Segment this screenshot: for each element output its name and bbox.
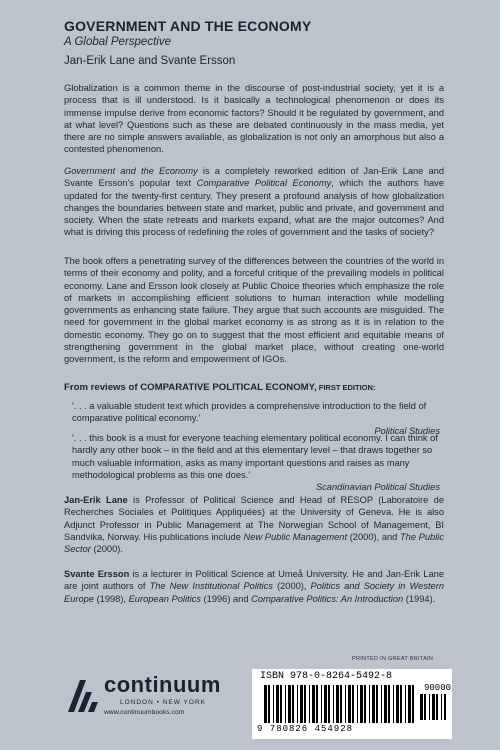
author-name: Svante Ersson — [64, 569, 130, 579]
publisher-name: continuum — [104, 672, 221, 697]
reviews-heading — [64, 382, 375, 393]
barcode-image — [264, 685, 416, 723]
book-title-ref: Comparative Politics: An Introduction — [251, 593, 404, 604]
review-quote-2 — [72, 432, 440, 493]
book-title-ref: New Public Management — [243, 531, 348, 542]
blurb-paragraph-1: Globalization is a common theme in the discourse of post-industrial society, yet it is a process that is ill understood. Is it basically a technological phenomenon or does its immense impulse derive from economic factors? Should it be regulated by government, and at what level? Questions such as these are debated continuously in the mass media, yet there are no simple answers available, as globalization is not only an amorphous but also a contested phenomenon. — [64, 83, 444, 155]
barcode-addon-image — [420, 694, 446, 720]
publisher-url: www.continuumbooks.com — [104, 709, 185, 716]
bio-text: (1996) and — [200, 593, 252, 604]
book-title-ref: Comparative Political Economy — [196, 178, 332, 189]
publisher-logo-icon — [64, 676, 100, 716]
blurb-text: is a completely reworked edition of Jan-Erik Lane and Svante Ersson's popular text — [64, 166, 445, 189]
bio-text: is Professor of Political Science and Head of RESOP (Laboratoire de Recherches Sociales et Politiques Appliquées) at the University of Geneva. He is also Adjunct Professor in Public Management at The Norwegian School of Management, BI Sandvika, Norway. His publications include — [64, 495, 444, 542]
review-source: Scandinavian Political Studies — [315, 482, 440, 493]
bio-text: (1994). — [403, 593, 436, 604]
review-text: '. . . a valuable student text which provides a comprehensive introduction to the field of comparative political economy.' — [72, 401, 427, 424]
bio-text: (2000). — [90, 544, 123, 555]
publisher-logo — [60, 674, 260, 724]
book-title-ref: Politics and Society in Western Europe — [64, 581, 444, 604]
book-authors: Jan-Erik Lane and Svante Ersson — [64, 55, 236, 67]
book-title-ref: The New Institutional Politics — [149, 581, 273, 592]
barcode-panel — [252, 669, 452, 739]
bio-text: (2000), and — [347, 531, 400, 542]
book-title-ref: European Politics — [128, 593, 201, 604]
review-text: '. . . this book is a must for everyone teaching elementary political economy. I can think of hardly any other book – in the field and at this elementary level – that draws together so much valuable information, asks as many important questions and raises as many methodological problems as this one does.' — [72, 433, 438, 480]
book-title-ref: The Public Sector — [64, 531, 445, 555]
ean-number: 9 780826 454928 — [257, 724, 354, 734]
blurb-text: , which the authors have updated for the twenty-first century. They present a profound analysis of how globalization changes the boundaries between state and market, public and private, and government and society. When the state retreats and markets expand, what are the major outcomes? And what is driving this process of redefining the roles of government and the tasks of society? — [64, 178, 444, 238]
reviews-heading-edition: FIRST EDITION: — [316, 383, 376, 392]
reviews-heading-text: From reviews of COMPARATIVE POLITICAL ECONOMY, — [64, 382, 317, 393]
author-bio-ersson — [64, 568, 444, 605]
book-subtitle: A Global Perspective — [64, 36, 171, 48]
blurb-paragraph-3: The book offers a penetrating survey of the differences between the countries of the world in terms of their economy and polity, and a forceful critique of the prevailing models in political economy. Lane and Ersson look closely at Public Choice theories which emphasize the role of markets in accomplishing efficient solutions to human interaction while modelling governments as enhancing state failure. They argue that such accounts are misguided. The need for government in the global market economy is as strong as it is in relation to the domestic economy. They go on to suggest that the most efficient and equitable means of strengthening government in the global market place, without creating one-world government, is the reform and empowerment of IGOs. — [64, 256, 444, 365]
review-source: Political Studies — [374, 425, 440, 436]
book-title: GOVERNMENT AND THE ECONOMY — [64, 18, 312, 34]
isbn-number: ISBN 978-0-8264-5492-8 — [260, 671, 393, 682]
printed-notice: PRINTED IN GREAT BRITAIN — [352, 656, 434, 662]
bio-text: (1998), — [93, 593, 129, 604]
bio-text: (2000), — [272, 581, 311, 592]
author-bio-lane — [64, 494, 444, 555]
publisher-cities: LONDON • NEW YORK — [120, 699, 206, 706]
book-title-ref: Government and the Economy — [64, 166, 198, 176]
blurb-paragraph-2 — [64, 165, 444, 239]
author-name: Jan-Erik Lane — [64, 495, 128, 505]
price-code: 90000 — [424, 683, 452, 693]
bio-text: is a lecturer in Political Science at Umeå University. He and Jan-Erik Lane are joint authors of — [64, 569, 444, 592]
